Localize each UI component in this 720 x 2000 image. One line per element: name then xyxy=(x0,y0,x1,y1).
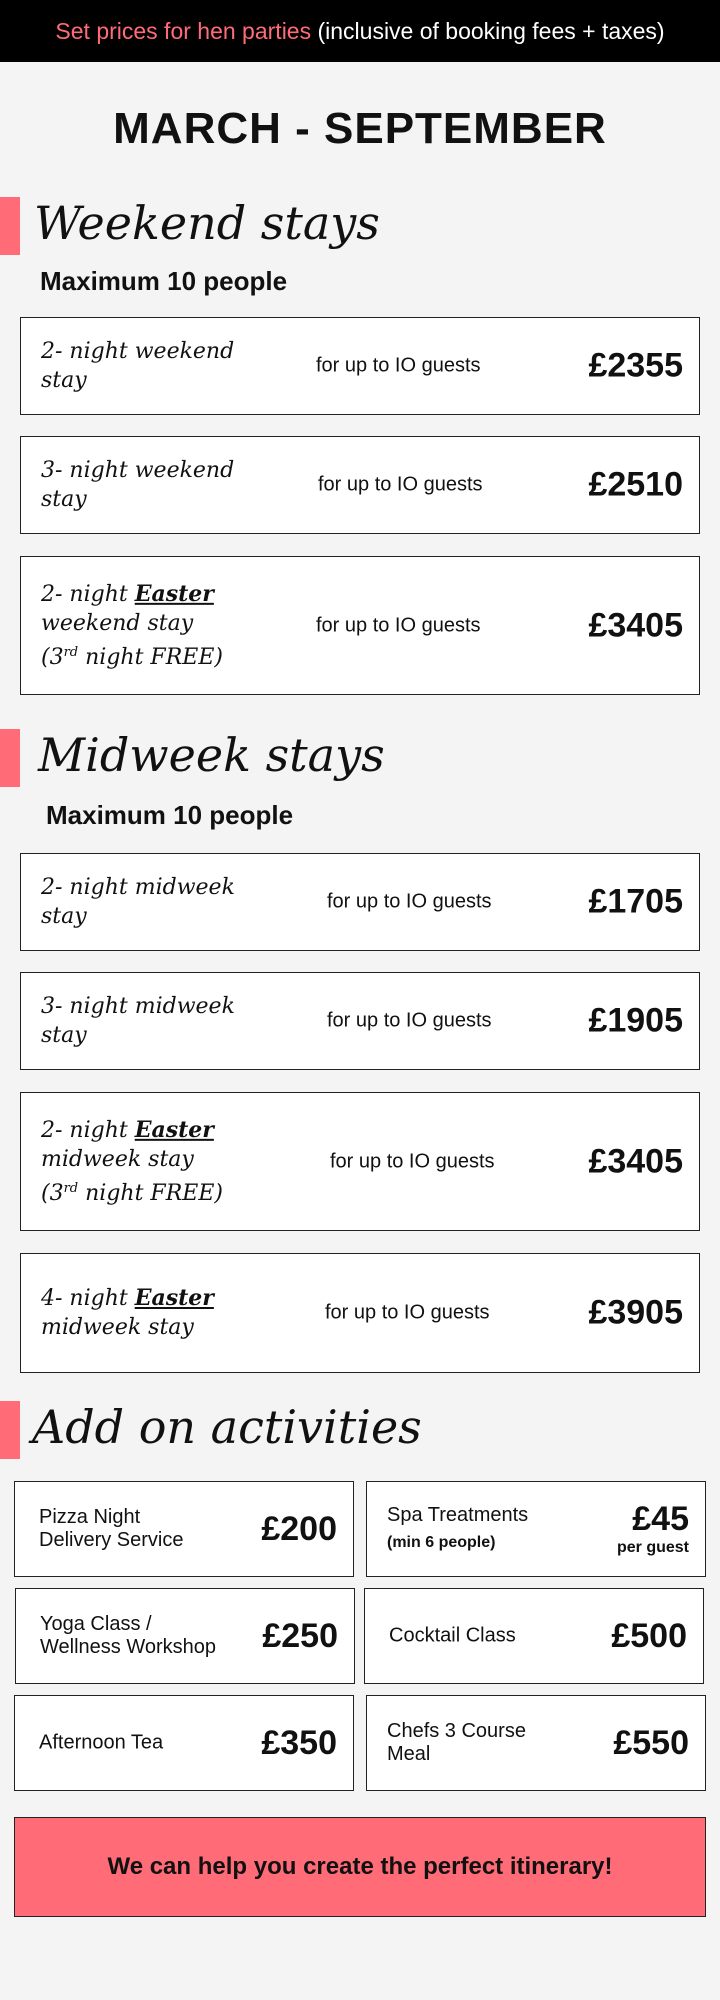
weekend-accent-bar xyxy=(0,197,20,255)
stay-price: £3905 xyxy=(588,1293,683,1332)
addon-name xyxy=(39,1506,224,1552)
stay-name: 3- night weekend stay xyxy=(41,458,235,512)
stay-price: £1905 xyxy=(588,1001,683,1040)
addon-name-line1: Yoga Class / xyxy=(40,1613,152,1635)
easter-label: Easter xyxy=(134,1116,214,1143)
stay-price: £2355 xyxy=(588,346,683,385)
stay-name xyxy=(41,579,271,671)
banner-highlight: Set prices for hen parties xyxy=(55,17,312,44)
stay-name-prefix: 4- night xyxy=(41,1286,135,1311)
free-night-note: night FREE) xyxy=(78,644,223,670)
guest-limit: for up to IO guests xyxy=(316,614,481,636)
addon-afternoon-tea xyxy=(14,1695,354,1791)
midweek-title: Midweek stays xyxy=(38,728,385,782)
weekend-subtitle: Maximum 10 people xyxy=(40,266,288,296)
addon-name-line2: Meal xyxy=(387,1743,431,1765)
guest-limit: for up to IO guests xyxy=(330,1150,495,1172)
addon-name-line1: Chefs 3 Course xyxy=(387,1720,526,1742)
easter-label: Easter xyxy=(134,580,214,607)
addon-yoga-class xyxy=(15,1588,355,1684)
addon-price: £200 xyxy=(261,1510,337,1548)
addon-price: £350 xyxy=(261,1724,337,1762)
price-row-weekend-2night xyxy=(20,317,700,415)
stay-price: £3405 xyxy=(588,1142,683,1180)
stay-price: £3405 xyxy=(588,606,683,644)
price-row-weekend-3night xyxy=(20,436,700,534)
price-row-midweek-3night xyxy=(20,972,700,1070)
easter-label: Easter xyxy=(134,1285,214,1311)
guest-limit: for up to IO guests xyxy=(316,354,481,377)
stay-name-line2: midweek stay xyxy=(41,1315,194,1340)
addon-price-value: £45 xyxy=(632,1500,689,1538)
addon-pizza-night xyxy=(14,1481,354,1577)
addon-name xyxy=(40,1613,225,1659)
addon-name-line2: Delivery Service xyxy=(39,1529,184,1551)
guest-limit: for up to IO guests xyxy=(318,473,483,496)
guest-limit: for up to IO guests xyxy=(325,1301,490,1324)
price-row-weekend-easter xyxy=(20,556,700,695)
top-banner xyxy=(0,0,720,62)
price-row-midweek-2night xyxy=(20,853,700,951)
ordinal-suffix: rd xyxy=(63,1180,79,1196)
addon-price: £250 xyxy=(262,1617,338,1655)
price-row-midweek-easter-2night xyxy=(20,1092,700,1231)
stay-name: 2- night weekend stay xyxy=(41,339,235,393)
stay-name: 2- night midweek stay xyxy=(41,875,235,929)
weekend-title: Weekend stays xyxy=(34,196,380,250)
stay-name-line3: (3 xyxy=(41,1180,64,1206)
addon-name xyxy=(387,1720,572,1766)
stay-price: £2510 xyxy=(588,465,683,504)
stay-name-prefix: 2- night xyxy=(41,1117,135,1143)
addon-price: £550 xyxy=(613,1724,689,1762)
guest-limit: for up to IO guests xyxy=(327,890,492,913)
addon-name-line1: Pizza Night xyxy=(39,1506,141,1528)
addon-price-unit: per guest xyxy=(616,1539,689,1556)
price-row-midweek-easter-4night xyxy=(20,1253,700,1373)
addon-price xyxy=(617,1502,689,1556)
stay-name xyxy=(41,1284,271,1342)
season-heading: MARCH - SEPTEMBER xyxy=(113,104,607,153)
stay-name-line2: weekend stay xyxy=(41,610,194,636)
ordinal-suffix: rd xyxy=(63,644,79,660)
midweek-accent-bar xyxy=(0,729,20,787)
addon-chefs-meal xyxy=(366,1695,706,1791)
stay-name xyxy=(41,1115,271,1207)
stay-name-prefix: 2- night xyxy=(41,581,135,607)
stay-name-line2: midweek stay xyxy=(41,1146,194,1172)
stay-name: 3- night midweek stay xyxy=(41,994,235,1048)
stay-name-line3: (3 xyxy=(41,644,64,670)
addon-name: Cocktail Class xyxy=(389,1624,516,1647)
addon-note: (min 6 people) xyxy=(387,1534,496,1551)
addon-name-line2: Wellness Workshop xyxy=(40,1636,216,1658)
addon-name xyxy=(387,1504,572,1554)
addon-spa-treatments xyxy=(366,1481,706,1577)
addon-name-line1: Spa Treatments xyxy=(387,1504,529,1526)
addon-cocktail-class xyxy=(364,1588,704,1684)
itinerary-cta-button[interactable]: We can help you create the perfect itinerary! xyxy=(14,1817,706,1917)
addons-accent-bar xyxy=(0,1401,20,1459)
guest-limit: for up to IO guests xyxy=(327,1009,492,1032)
banner-rest: (inclusive of booking fees + taxes) xyxy=(311,17,665,44)
addon-name: Afternoon Tea xyxy=(39,1731,164,1754)
midweek-subtitle: Maximum 10 people xyxy=(46,800,294,830)
addon-price: £500 xyxy=(611,1617,687,1655)
free-night-note: night FREE) xyxy=(78,1180,223,1206)
stay-price: £1705 xyxy=(588,882,683,921)
addons-title: Add on activities xyxy=(32,1400,422,1454)
